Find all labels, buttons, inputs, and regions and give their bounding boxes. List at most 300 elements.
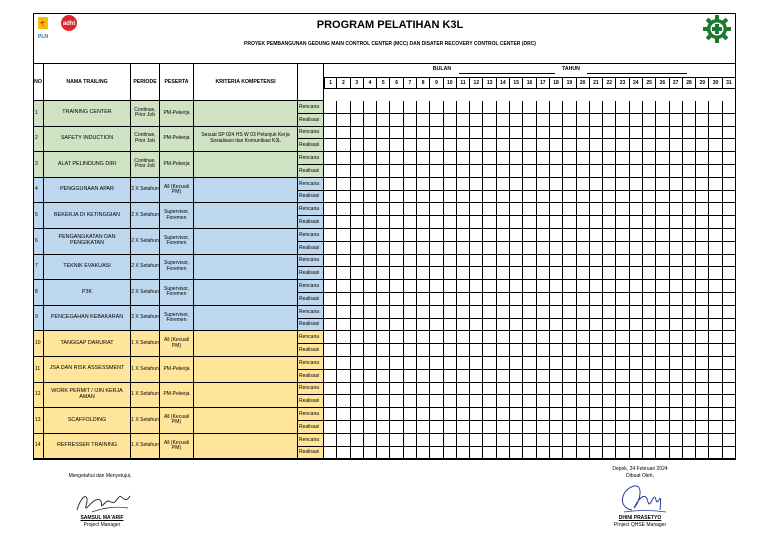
actual-day-cell[interactable] <box>550 344 563 357</box>
actual-day-cell[interactable] <box>377 267 390 280</box>
plan-day-cell[interactable] <box>709 280 722 293</box>
plan-day-cell[interactable] <box>683 229 696 242</box>
plan-day-cell[interactable] <box>603 127 616 140</box>
plan-day-cell[interactable] <box>497 101 510 114</box>
actual-day-cell[interactable] <box>324 267 337 280</box>
plan-day-cell[interactable] <box>483 383 496 396</box>
actual-day-cell[interactable] <box>483 447 496 460</box>
actual-day-cell[interactable] <box>430 344 443 357</box>
plan-day-cell[interactable] <box>590 255 603 268</box>
actual-day-cell[interactable] <box>364 267 377 280</box>
plan-day-cell[interactable] <box>337 101 350 114</box>
plan-day-cell[interactable] <box>364 255 377 268</box>
plan-day-cell[interactable] <box>390 306 403 319</box>
plan-day-cell[interactable] <box>616 101 629 114</box>
plan-day-cell[interactable] <box>670 306 683 319</box>
plan-day-cell[interactable] <box>404 229 417 242</box>
actual-day-cell[interactable] <box>417 165 430 178</box>
plan-day-cell[interactable] <box>643 408 656 421</box>
actual-day-cell[interactable] <box>444 139 457 152</box>
actual-day-cell[interactable] <box>563 293 576 306</box>
actual-day-cell[interactable] <box>563 216 576 229</box>
plan-day-cell[interactable] <box>723 127 736 140</box>
plan-day-cell[interactable] <box>351 280 364 293</box>
actual-day-cell[interactable] <box>577 191 590 204</box>
plan-day-cell[interactable] <box>390 357 403 370</box>
actual-day-cell[interactable] <box>643 216 656 229</box>
actual-day-cell[interactable] <box>590 447 603 460</box>
plan-day-cell[interactable] <box>616 152 629 165</box>
actual-day-cell[interactable] <box>603 114 616 127</box>
actual-day-cell[interactable] <box>430 370 443 383</box>
plan-day-cell[interactable] <box>523 203 536 216</box>
actual-day-cell[interactable] <box>590 421 603 434</box>
plan-day-cell[interactable] <box>603 152 616 165</box>
plan-day-cell[interactable] <box>497 331 510 344</box>
actual-day-cell[interactable] <box>364 370 377 383</box>
plan-day-cell[interactable] <box>537 434 550 447</box>
plan-day-cell[interactable] <box>590 280 603 293</box>
actual-day-cell[interactable] <box>457 216 470 229</box>
actual-day-cell[interactable] <box>550 421 563 434</box>
actual-day-cell[interactable] <box>430 421 443 434</box>
actual-day-cell[interactable] <box>430 242 443 255</box>
plan-day-cell[interactable] <box>537 357 550 370</box>
actual-day-cell[interactable] <box>324 191 337 204</box>
plan-day-cell[interactable] <box>643 101 656 114</box>
actual-day-cell[interactable] <box>457 191 470 204</box>
plan-day-cell[interactable] <box>603 357 616 370</box>
actual-day-cell[interactable] <box>351 447 364 460</box>
actual-day-cell[interactable] <box>404 395 417 408</box>
actual-day-cell[interactable] <box>337 267 350 280</box>
actual-day-cell[interactable] <box>550 293 563 306</box>
actual-day-cell[interactable] <box>537 216 550 229</box>
plan-day-cell[interactable] <box>497 229 510 242</box>
actual-day-cell[interactable] <box>351 395 364 408</box>
actual-day-cell[interactable] <box>643 319 656 332</box>
actual-day-cell[interactable] <box>630 242 643 255</box>
actual-day-cell[interactable] <box>656 267 669 280</box>
plan-day-cell[interactable] <box>723 101 736 114</box>
plan-day-cell[interactable] <box>723 408 736 421</box>
actual-day-cell[interactable] <box>404 216 417 229</box>
actual-day-cell[interactable] <box>643 421 656 434</box>
actual-day-cell[interactable] <box>404 447 417 460</box>
actual-day-cell[interactable] <box>590 370 603 383</box>
actual-day-cell[interactable] <box>523 216 536 229</box>
plan-day-cell[interactable] <box>390 152 403 165</box>
plan-day-cell[interactable] <box>351 101 364 114</box>
plan-day-cell[interactable] <box>696 306 709 319</box>
actual-day-cell[interactable] <box>457 242 470 255</box>
actual-day-cell[interactable] <box>483 216 496 229</box>
actual-day-cell[interactable] <box>709 114 722 127</box>
plan-day-cell[interactable] <box>377 255 390 268</box>
actual-day-cell[interactable] <box>324 421 337 434</box>
actual-day-cell[interactable] <box>483 242 496 255</box>
actual-day-cell[interactable] <box>656 114 669 127</box>
plan-day-cell[interactable] <box>470 203 483 216</box>
plan-day-cell[interactable] <box>470 127 483 140</box>
plan-day-cell[interactable] <box>723 357 736 370</box>
plan-day-cell[interactable] <box>723 152 736 165</box>
actual-day-cell[interactable] <box>497 421 510 434</box>
actual-day-cell[interactable] <box>590 139 603 152</box>
plan-day-cell[interactable] <box>364 280 377 293</box>
plan-day-cell[interactable] <box>577 280 590 293</box>
plan-day-cell[interactable] <box>577 127 590 140</box>
plan-day-cell[interactable] <box>364 331 377 344</box>
actual-day-cell[interactable] <box>351 191 364 204</box>
actual-day-cell[interactable] <box>590 267 603 280</box>
actual-day-cell[interactable] <box>523 191 536 204</box>
actual-day-cell[interactable] <box>683 319 696 332</box>
actual-day-cell[interactable] <box>324 242 337 255</box>
plan-day-cell[interactable] <box>537 331 550 344</box>
plan-day-cell[interactable] <box>364 357 377 370</box>
plan-day-cell[interactable] <box>444 331 457 344</box>
plan-day-cell[interactable] <box>683 434 696 447</box>
actual-day-cell[interactable] <box>483 139 496 152</box>
plan-day-cell[interactable] <box>709 203 722 216</box>
plan-day-cell[interactable] <box>390 434 403 447</box>
actual-day-cell[interactable] <box>523 114 536 127</box>
plan-day-cell[interactable] <box>364 101 377 114</box>
plan-day-cell[interactable] <box>656 434 669 447</box>
actual-day-cell[interactable] <box>324 344 337 357</box>
plan-day-cell[interactable] <box>510 255 523 268</box>
plan-day-cell[interactable] <box>430 178 443 191</box>
plan-day-cell[interactable] <box>377 383 390 396</box>
plan-day-cell[interactable] <box>324 357 337 370</box>
plan-day-cell[interactable] <box>616 434 629 447</box>
plan-day-cell[interactable] <box>457 280 470 293</box>
plan-day-cell[interactable] <box>404 280 417 293</box>
plan-day-cell[interactable] <box>404 178 417 191</box>
plan-day-cell[interactable] <box>709 357 722 370</box>
actual-day-cell[interactable] <box>483 395 496 408</box>
actual-day-cell[interactable] <box>577 447 590 460</box>
actual-day-cell[interactable] <box>351 139 364 152</box>
plan-day-cell[interactable] <box>696 178 709 191</box>
plan-day-cell[interactable] <box>590 357 603 370</box>
plan-day-cell[interactable] <box>723 255 736 268</box>
plan-day-cell[interactable] <box>324 101 337 114</box>
plan-day-cell[interactable] <box>696 357 709 370</box>
plan-day-cell[interactable] <box>723 331 736 344</box>
actual-day-cell[interactable] <box>550 242 563 255</box>
plan-day-cell[interactable] <box>470 152 483 165</box>
actual-day-cell[interactable] <box>643 114 656 127</box>
actual-day-cell[interactable] <box>590 395 603 408</box>
actual-day-cell[interactable] <box>324 395 337 408</box>
plan-day-cell[interactable] <box>390 408 403 421</box>
plan-day-cell[interactable] <box>656 152 669 165</box>
plan-day-cell[interactable] <box>337 306 350 319</box>
actual-day-cell[interactable] <box>696 216 709 229</box>
plan-day-cell[interactable] <box>457 255 470 268</box>
plan-day-cell[interactable] <box>483 101 496 114</box>
actual-day-cell[interactable] <box>550 165 563 178</box>
plan-day-cell[interactable] <box>337 434 350 447</box>
plan-day-cell[interactable] <box>351 229 364 242</box>
plan-day-cell[interactable] <box>510 306 523 319</box>
actual-day-cell[interactable] <box>404 191 417 204</box>
actual-day-cell[interactable] <box>417 267 430 280</box>
actual-day-cell[interactable] <box>656 293 669 306</box>
plan-day-cell[interactable] <box>523 306 536 319</box>
plan-day-cell[interactable] <box>696 229 709 242</box>
actual-day-cell[interactable] <box>510 139 523 152</box>
plan-day-cell[interactable] <box>510 101 523 114</box>
plan-day-cell[interactable] <box>670 203 683 216</box>
actual-day-cell[interactable] <box>404 319 417 332</box>
plan-day-cell[interactable] <box>683 408 696 421</box>
actual-day-cell[interactable] <box>390 216 403 229</box>
actual-day-cell[interactable] <box>616 395 629 408</box>
actual-day-cell[interactable] <box>417 447 430 460</box>
actual-day-cell[interactable] <box>537 319 550 332</box>
actual-day-cell[interactable] <box>523 242 536 255</box>
actual-day-cell[interactable] <box>470 319 483 332</box>
actual-day-cell[interactable] <box>351 216 364 229</box>
actual-day-cell[interactable] <box>483 344 496 357</box>
actual-day-cell[interactable] <box>390 114 403 127</box>
plan-day-cell[interactable] <box>577 306 590 319</box>
actual-day-cell[interactable] <box>563 395 576 408</box>
actual-day-cell[interactable] <box>444 344 457 357</box>
actual-day-cell[interactable] <box>656 447 669 460</box>
plan-day-cell[interactable] <box>550 203 563 216</box>
plan-day-cell[interactable] <box>364 408 377 421</box>
actual-day-cell[interactable] <box>696 319 709 332</box>
plan-day-cell[interactable] <box>696 101 709 114</box>
actual-day-cell[interactable] <box>351 267 364 280</box>
actual-day-cell[interactable] <box>683 114 696 127</box>
actual-day-cell[interactable] <box>497 242 510 255</box>
plan-day-cell[interactable] <box>510 434 523 447</box>
plan-day-cell[interactable] <box>630 408 643 421</box>
plan-day-cell[interactable] <box>470 255 483 268</box>
plan-day-cell[interactable] <box>510 408 523 421</box>
plan-day-cell[interactable] <box>696 383 709 396</box>
actual-day-cell[interactable] <box>337 395 350 408</box>
plan-day-cell[interactable] <box>683 152 696 165</box>
plan-day-cell[interactable] <box>364 306 377 319</box>
actual-day-cell[interactable] <box>417 191 430 204</box>
plan-day-cell[interactable] <box>457 306 470 319</box>
plan-day-cell[interactable] <box>457 203 470 216</box>
plan-day-cell[interactable] <box>337 229 350 242</box>
plan-day-cell[interactable] <box>670 408 683 421</box>
actual-day-cell[interactable] <box>630 421 643 434</box>
plan-day-cell[interactable] <box>510 127 523 140</box>
plan-day-cell[interactable] <box>563 408 576 421</box>
actual-day-cell[interactable] <box>417 242 430 255</box>
actual-day-cell[interactable] <box>683 242 696 255</box>
plan-day-cell[interactable] <box>483 229 496 242</box>
plan-day-cell[interactable] <box>483 357 496 370</box>
actual-day-cell[interactable] <box>337 293 350 306</box>
actual-day-cell[interactable] <box>523 447 536 460</box>
plan-day-cell[interactable] <box>324 255 337 268</box>
plan-day-cell[interactable] <box>696 152 709 165</box>
actual-day-cell[interactable] <box>523 293 536 306</box>
actual-day-cell[interactable] <box>497 319 510 332</box>
actual-day-cell[interactable] <box>510 191 523 204</box>
actual-day-cell[interactable] <box>510 293 523 306</box>
actual-day-cell[interactable] <box>404 242 417 255</box>
plan-day-cell[interactable] <box>430 280 443 293</box>
plan-day-cell[interactable] <box>723 280 736 293</box>
actual-day-cell[interactable] <box>364 191 377 204</box>
plan-day-cell[interactable] <box>417 203 430 216</box>
plan-day-cell[interactable] <box>444 306 457 319</box>
plan-day-cell[interactable] <box>656 101 669 114</box>
plan-day-cell[interactable] <box>670 331 683 344</box>
plan-day-cell[interactable] <box>337 357 350 370</box>
actual-day-cell[interactable] <box>457 319 470 332</box>
plan-day-cell[interactable] <box>324 306 337 319</box>
plan-day-cell[interactable] <box>523 331 536 344</box>
actual-day-cell[interactable] <box>444 319 457 332</box>
plan-day-cell[interactable] <box>351 178 364 191</box>
plan-day-cell[interactable] <box>377 101 390 114</box>
plan-day-cell[interactable] <box>430 101 443 114</box>
plan-day-cell[interactable] <box>683 178 696 191</box>
actual-day-cell[interactable] <box>430 114 443 127</box>
plan-day-cell[interactable] <box>483 434 496 447</box>
actual-day-cell[interactable] <box>670 242 683 255</box>
actual-day-cell[interactable] <box>603 447 616 460</box>
plan-day-cell[interactable] <box>510 280 523 293</box>
actual-day-cell[interactable] <box>510 165 523 178</box>
plan-day-cell[interactable] <box>457 152 470 165</box>
plan-day-cell[interactable] <box>510 152 523 165</box>
actual-day-cell[interactable] <box>417 421 430 434</box>
actual-day-cell[interactable] <box>670 344 683 357</box>
plan-day-cell[interactable] <box>377 331 390 344</box>
actual-day-cell[interactable] <box>563 242 576 255</box>
plan-day-cell[interactable] <box>563 357 576 370</box>
actual-day-cell[interactable] <box>670 139 683 152</box>
plan-day-cell[interactable] <box>444 203 457 216</box>
plan-day-cell[interactable] <box>590 178 603 191</box>
plan-day-cell[interactable] <box>670 434 683 447</box>
plan-day-cell[interactable] <box>563 178 576 191</box>
plan-day-cell[interactable] <box>696 127 709 140</box>
plan-day-cell[interactable] <box>510 203 523 216</box>
plan-day-cell[interactable] <box>709 331 722 344</box>
plan-day-cell[interactable] <box>510 357 523 370</box>
plan-day-cell[interactable] <box>709 383 722 396</box>
plan-day-cell[interactable] <box>709 152 722 165</box>
plan-day-cell[interactable] <box>324 280 337 293</box>
plan-day-cell[interactable] <box>670 280 683 293</box>
actual-day-cell[interactable] <box>683 191 696 204</box>
actual-day-cell[interactable] <box>630 216 643 229</box>
actual-day-cell[interactable] <box>656 395 669 408</box>
actual-day-cell[interactable] <box>696 267 709 280</box>
actual-day-cell[interactable] <box>457 447 470 460</box>
plan-day-cell[interactable] <box>696 280 709 293</box>
plan-day-cell[interactable] <box>324 178 337 191</box>
plan-day-cell[interactable] <box>603 255 616 268</box>
plan-day-cell[interactable] <box>444 434 457 447</box>
actual-day-cell[interactable] <box>351 165 364 178</box>
actual-day-cell[interactable] <box>470 267 483 280</box>
plan-day-cell[interactable] <box>444 152 457 165</box>
plan-day-cell[interactable] <box>390 229 403 242</box>
actual-day-cell[interactable] <box>590 114 603 127</box>
actual-day-cell[interactable] <box>337 319 350 332</box>
plan-day-cell[interactable] <box>656 383 669 396</box>
actual-day-cell[interactable] <box>670 267 683 280</box>
actual-day-cell[interactable] <box>723 191 736 204</box>
plan-day-cell[interactable] <box>550 306 563 319</box>
actual-day-cell[interactable] <box>497 267 510 280</box>
plan-day-cell[interactable] <box>351 306 364 319</box>
plan-day-cell[interactable] <box>377 203 390 216</box>
actual-day-cell[interactable] <box>404 267 417 280</box>
plan-day-cell[interactable] <box>324 229 337 242</box>
plan-day-cell[interactable] <box>324 331 337 344</box>
actual-day-cell[interactable] <box>537 165 550 178</box>
actual-day-cell[interactable] <box>337 165 350 178</box>
actual-day-cell[interactable] <box>723 344 736 357</box>
plan-day-cell[interactable] <box>537 203 550 216</box>
actual-day-cell[interactable] <box>696 344 709 357</box>
actual-day-cell[interactable] <box>709 421 722 434</box>
plan-day-cell[interactable] <box>563 127 576 140</box>
actual-day-cell[interactable] <box>497 447 510 460</box>
plan-day-cell[interactable] <box>537 127 550 140</box>
plan-day-cell[interactable] <box>364 178 377 191</box>
actual-day-cell[interactable] <box>523 139 536 152</box>
actual-day-cell[interactable] <box>696 421 709 434</box>
plan-day-cell[interactable] <box>696 203 709 216</box>
actual-day-cell[interactable] <box>656 242 669 255</box>
plan-day-cell[interactable] <box>590 331 603 344</box>
plan-day-cell[interactable] <box>603 434 616 447</box>
actual-day-cell[interactable] <box>709 267 722 280</box>
plan-day-cell[interactable] <box>709 306 722 319</box>
actual-day-cell[interactable] <box>723 447 736 460</box>
plan-day-cell[interactable] <box>563 434 576 447</box>
plan-day-cell[interactable] <box>430 229 443 242</box>
actual-day-cell[interactable] <box>510 395 523 408</box>
actual-day-cell[interactable] <box>470 191 483 204</box>
plan-day-cell[interactable] <box>351 408 364 421</box>
plan-day-cell[interactable] <box>444 255 457 268</box>
actual-day-cell[interactable] <box>390 421 403 434</box>
actual-day-cell[interactable] <box>444 114 457 127</box>
plan-day-cell[interactable] <box>430 383 443 396</box>
actual-day-cell[interactable] <box>430 165 443 178</box>
actual-day-cell[interactable] <box>337 344 350 357</box>
plan-day-cell[interactable] <box>351 357 364 370</box>
actual-day-cell[interactable] <box>417 216 430 229</box>
plan-day-cell[interactable] <box>577 203 590 216</box>
plan-day-cell[interactable] <box>683 127 696 140</box>
plan-day-cell[interactable] <box>364 383 377 396</box>
actual-day-cell[interactable] <box>444 191 457 204</box>
actual-day-cell[interactable] <box>616 267 629 280</box>
actual-day-cell[interactable] <box>483 421 496 434</box>
actual-day-cell[interactable] <box>364 293 377 306</box>
plan-day-cell[interactable] <box>351 331 364 344</box>
